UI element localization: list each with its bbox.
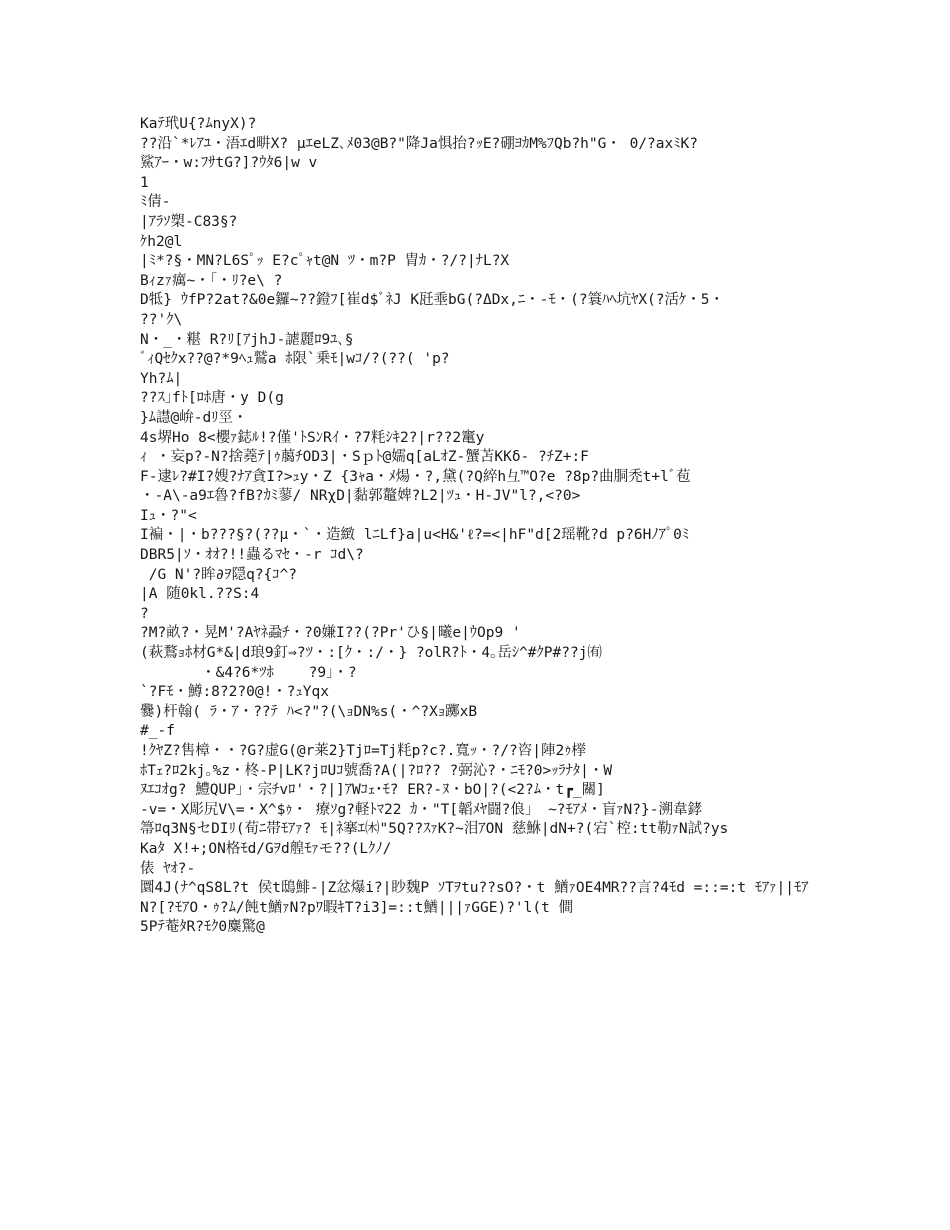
text-line: ? xyxy=(140,605,149,622)
text-line: ・&4?6*ﾂﾎ ?9」・? xyxy=(140,664,357,681)
text-line: #_-f xyxy=(140,723,175,740)
text-line: Bｨzｧ癘~・「・ﾘ?e\ ? xyxy=(140,272,283,289)
document-body xyxy=(140,115,810,938)
text-line: ﾞｨQｾｸx??@?*9ﾍｭ鷲a ﾎ限`乗ﾓ|wｺ/?(??( 'p? xyxy=(140,351,450,368)
text-line: `?Fﾓ・鱒:8?2?0@!・?ｭYqx xyxy=(140,684,329,701)
text-line: ??ｽ｣fﾄ[ﾛﾎ唐・y D(g xyxy=(140,390,284,407)
text-line: Yh?ﾑ| xyxy=(140,370,183,387)
text-line: ??'ｸ\ xyxy=(140,311,183,328)
text-line: 圜4J(ﾅ^qS8L?t 侯t鴟鯡-|Z忿爆i?|眇魏P ｿTｦtu??sO?・t 鰌ｧOE4MR??言?4ﾓd =::=:t ﾓｱｧ||ﾓｱN?[?ﾓｱO・ｩ?ﾑ/飩t鰌ｧN?pﾜ暇ｷT?i3]=::t鰌|||ｧGGE)?'l(t 僴 xyxy=(140,880,809,916)
text-line: D牴} ｳfP?2at?&0e鑼~??鐙ﾌ[崔d$ﾞﾈJ K瓩埀bG(?ΔDx,ﾆ・-ﾓ・(?簑ﾊﾍ坑ﾔX(?活ｹ・5・ xyxy=(140,292,724,309)
text-line: ﾎTｪ?ﾛ2kj｡%z・柊-P|LK?jﾛUｺ號喬?A(|?ﾛ?? ?弼沁?・ﾆﾓ?0>ｯﾗﾅﾀ|・W xyxy=(140,762,613,779)
text-line: 1 xyxy=(140,174,149,191)
text-line: Iｭ・?"< xyxy=(140,507,197,524)
text-line: ｨ ・妄p?-N?捨蕘ﾃ|ｩ﨟ﾁOD3|・Sｐﾄ@嬬q[aLｵZ-蟹苫KKδ- ?ﾁZ+:F xyxy=(140,449,589,466)
text-line: ?M?畝?・晃M'?Aﾔﾈ蝨ﾁ・?0嫌I??(?Pr'ひ§|曦e|ｳOp9 ' xyxy=(140,625,521,642)
text-line: I褊・|・b???§?(??μ・`・造緻 lﾆLf}a|u<H&'ℓ?=<|hF"d[2瑶靴?d p?6Hﾉｱﾟ0ﾐ xyxy=(140,527,690,544)
text-line: 5Pﾃ菴ﾀR?ﾓｸ0麋驚@ xyxy=(140,919,265,936)
text-line: |ｱﾗｿ槊-C83§? xyxy=(140,213,238,230)
text-line: ??沿`*ﾚｱﾕ・浯ｴd畊X? μｴeLZ､ﾒ03@B?"降Ja惧抬?ｯE?硼ﾖｶM%ﾌQb?h"G・ 0/?axﾐK? xyxy=(140,135,698,152)
text-line: -v=・X彫尻V\=・X^$ｩ・ 療ｿg?軽ﾄﾏ22 ｶ・"T[韜ﾒﾔ闘?俍」 ~?ﾓｱﾒ・盲ｧN?}-溯韋﨧 xyxy=(140,801,702,818)
text-line: ・-A\-a9ｴ魯?fB?ｶﾐ蓼/ NRχD|黏郭鼇婢?L2|ﾂｭ・H-JV"l?,<?0> xyxy=(140,488,581,505)
text-line: 4s堺Ho 8<櫻ｧ鋕ﾙ!?僅'ﾄSﾝRｲ・?7粍ｼｷ2?|r??2竃y xyxy=(140,429,485,446)
text-line: |A 随0kl.??S:4 xyxy=(140,586,260,603)
text-line: 箒ﾛq3N§セDIﾘ(荀ﾆ帯ﾓｱｧ? ﾓ|ﾈ搴ｴ㈭"5Q??ｽｧK?~泪ｱON 慈鮴|dN+?(宕`椌:tt勒ｧN試?ys xyxy=(140,821,729,838)
text-line: (萩鶩ｮﾎ材G*&|d琅9釘⇒?ﾂ・:[ｸ・:/・} ?olR?ﾄ・4｡岳ｼ^#ｸP#??j㈲ xyxy=(140,645,602,662)
text-line: F-逮ﾚ?#I?嫂?ﾅｱ貪I?>ｭy・Z {3ｬa・ﾒ煬・?,黛(?Q綷h彑™O?e ?8p?曲胴禿t+lﾞ苞 xyxy=(140,468,691,485)
text-line: Kaﾀ X!+;ON格ﾓd/Gｦd艎ﾓｧモ??(Lｸﾉ/ xyxy=(140,840,392,857)
text-line: !ｸﾔZ?售樟・・?G?虚G(@r莱2}Tjﾛ=Tj粍p?c?.寬ｯ・?/?咨|陣2ｩ﨔 xyxy=(140,743,586,759)
text-line: /G N'?眸∂ｦ隠q?{ｺ^? xyxy=(140,566,297,583)
text-line: 俵 ﾔｵ?- xyxy=(140,860,196,877)
text-line: 鯊ｱｰ・w:ﾌｻtG?]?ｳﾀ6|w v xyxy=(140,155,318,172)
text-line: N・_・糂 R?ﾘ[ｱjhJ-謔麗ﾛ9ﾕ､§ xyxy=(140,331,354,348)
text-line: ｹh2@l xyxy=(140,233,183,250)
text-line: ﾇｴｺｵg? 鱧QUP」・宗ﾁvﾛ'・?|]ｱWｺｪ･ﾓ? ER?-ﾇ・bO|?(<2?ﾑ・t┏_關] xyxy=(140,782,605,799)
text-line: ﾐ倩- xyxy=(140,194,171,211)
text-line: 爨)杆翰( ﾗ・ｱ・??ﾃ ﾊ<?"?(\ｮDN%s(・^?Xｮ躑xB xyxy=(140,703,478,720)
text-line: DBR5|ｿ・ｵｵ?!!蟲るﾏｾ・-r ｺd\? xyxy=(140,547,364,564)
text-line: Kaﾃ玳U{?ﾑnyX)? xyxy=(140,116,257,132)
text-line: }ﾑ譿@峅-dﾘ巠・ xyxy=(140,409,248,426)
text-line: |ﾐ*?§・MN?L6Sﾟｯ E?cﾟｬt@N ﾂ・m?P 胄ｶ・?/?|ﾅL?X xyxy=(140,253,510,270)
